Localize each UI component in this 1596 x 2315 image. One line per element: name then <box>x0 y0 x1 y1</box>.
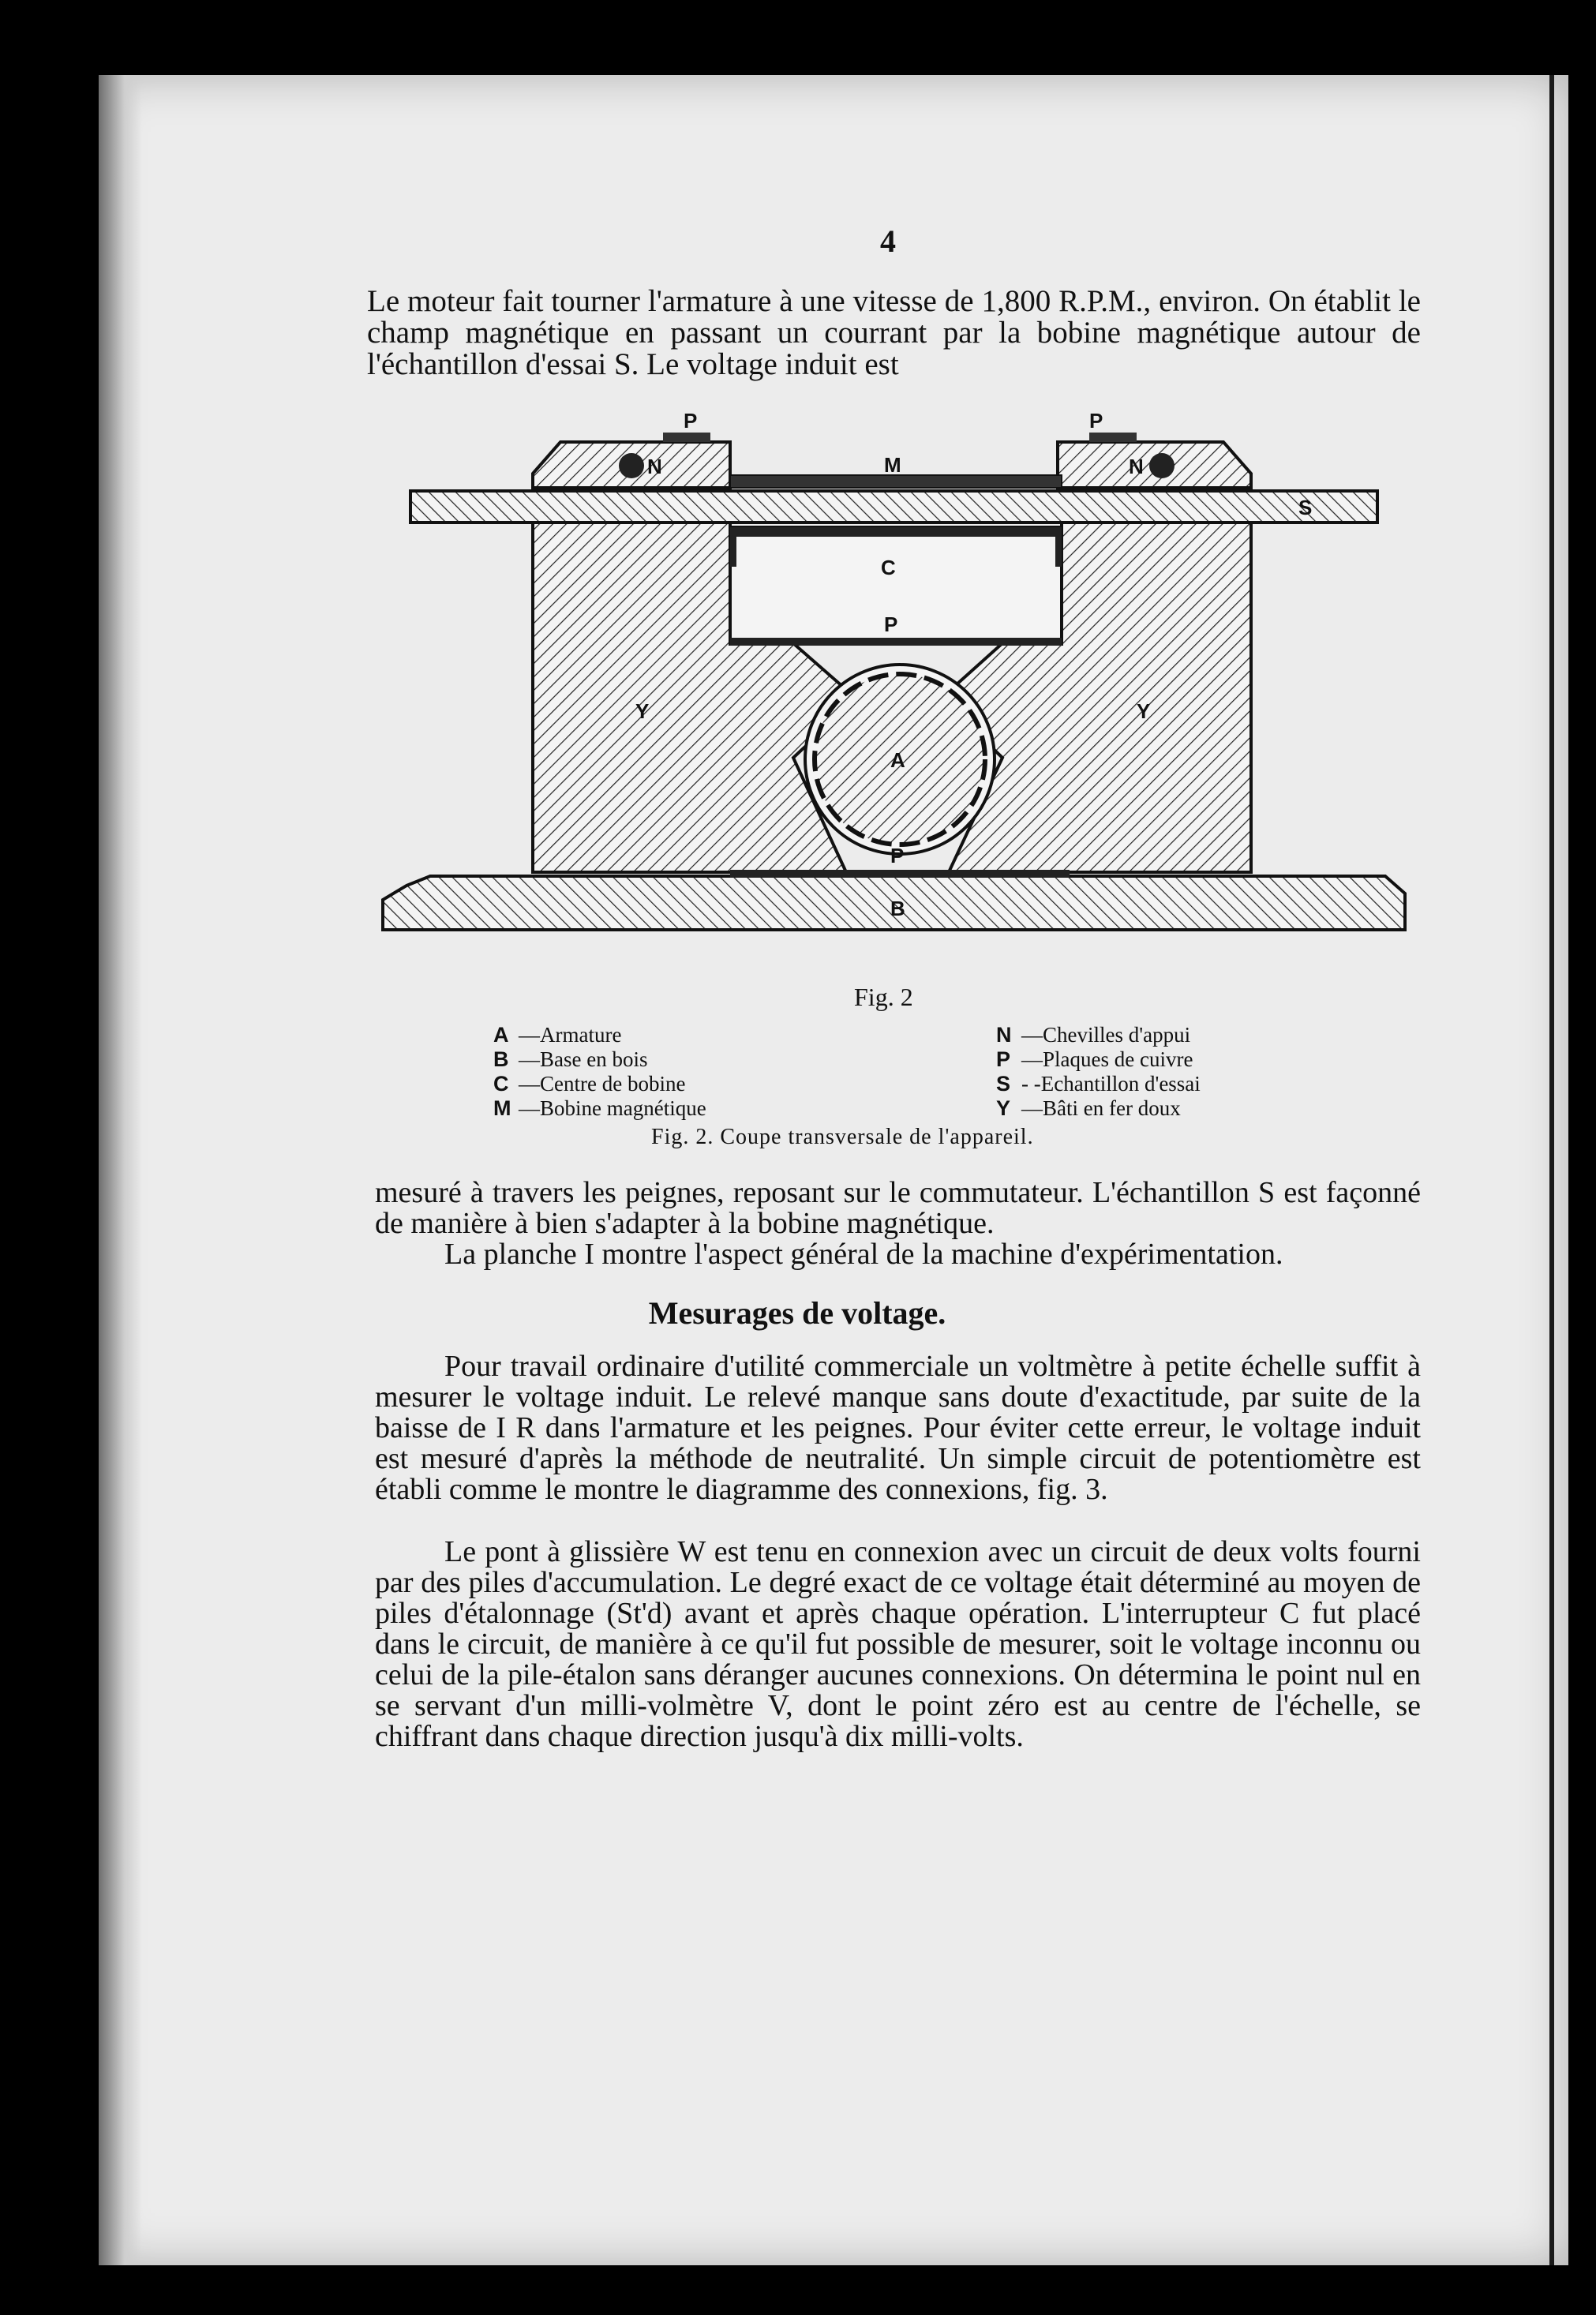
label-p-bottom: P <box>890 844 905 867</box>
legend-item: M —Bobine magnétique <box>493 1096 706 1120</box>
body-paragraph-3: Pour travail ordinaire d'utilité commerciale un voltmètre à petite échelle suffit à mesurer le voltage induit. Le relevé manque sans doute d'exactitude, par suite de la baisse de I R dans l'armature et les peignes. Pour éviter cette erreur, le voltage induit est mesuré d'après la méthode de neutralité. Un simple circuit de potentiomètre est établi comme le montre le diagramme des connexions, fig. 3. <box>375 1350 1421 1506</box>
label-m: M <box>884 453 901 477</box>
figure-label: Fig. 2 <box>854 983 913 1011</box>
support-peg-left <box>619 453 644 478</box>
label-p-left: P <box>684 409 698 433</box>
coil-right-wall <box>1055 527 1062 567</box>
intro-paragraph: Le moteur fait tourner l'armature à une vitesse de 1,800 R.P.M., environ. On établit le champ magnétique en passant un courrant par la bobine magnétique autour de l'échantillon d'essai S. Le voltage induit est <box>367 284 1421 381</box>
label-a: A <box>890 748 905 772</box>
legend-item: C —Centre de bobine <box>493 1072 686 1096</box>
page-edge-shadow <box>99 75 142 2265</box>
body-paragraph-4: Le pont à glissière W est tenu en connexion avec un circuit de deux volts fourni par des piles d'accumulation. Le degré exact de ce voltage était déterminé au moyen de piles d'étalonnage (St'd) avant et après chaque opération. L'interrupteur C fut placé dans le circuit, de manière à ce qu'il fut possible de mesurer, soit le voltage inconnu ou celui de la pile-étalon sans déranger aucunes connexions. On détermina le point nul en se servant d'un milli-volmètre V, dont le point zéro est au centre de l'échelle, se chiffrant dans chaque direction jusqu'à dix milli-volts. <box>375 1535 1421 1753</box>
magnet-coil <box>730 475 1062 488</box>
copper-plate-right <box>1089 433 1137 442</box>
label-b: B <box>890 897 905 920</box>
legend-item: S - -Echantillon d'essai <box>996 1072 1201 1096</box>
label-n-left: N <box>647 455 662 478</box>
page-number: 4 <box>880 223 896 259</box>
coil-top-layer <box>734 527 1058 537</box>
label-c: C <box>881 556 896 579</box>
legend-item: Y —Bâti en fer doux <box>996 1096 1181 1120</box>
label-p-right: P <box>1089 409 1103 433</box>
copper-plate-lower <box>730 870 1070 878</box>
label-y-left: Y <box>635 699 650 723</box>
cross-section-diagram <box>379 403 1421 955</box>
body-paragraph-2: La planche I montre l'aspect général de la machine d'expérimentation. <box>444 1238 1283 1271</box>
page-right-edge <box>1549 75 1554 2265</box>
legend-item: P —Plaques de cuivre <box>996 1047 1193 1071</box>
support-peg-right <box>1149 453 1175 478</box>
label-p-center: P <box>884 612 898 636</box>
coil-left-wall <box>730 527 736 567</box>
label-n-right: N <box>1129 455 1144 478</box>
legend-item: B —Base en bois <box>493 1047 648 1071</box>
legend-item: A —Armature <box>493 1023 622 1047</box>
label-y-right: Y <box>1137 699 1151 723</box>
legend-right <box>996 1023 1201 1121</box>
legend-left <box>493 1023 706 1121</box>
copper-plate-left <box>663 433 710 442</box>
copper-plate-upper <box>730 638 1062 646</box>
legend-item: N —Chevilles d'appui <box>996 1023 1191 1047</box>
test-sample-bar <box>410 491 1377 523</box>
body-paragraph-1: mesuré à travers les peignes, reposant sur le commutateur. L'échantillon S est façonné de manière à bien s'adapter à la bobine magnétique. <box>375 1176 1421 1240</box>
section-heading: Mesurages de voltage. <box>648 1295 946 1331</box>
figure-caption: Fig. 2. Coupe transversale de l'appareil. <box>651 1125 1034 1149</box>
label-s: S <box>1298 496 1313 519</box>
